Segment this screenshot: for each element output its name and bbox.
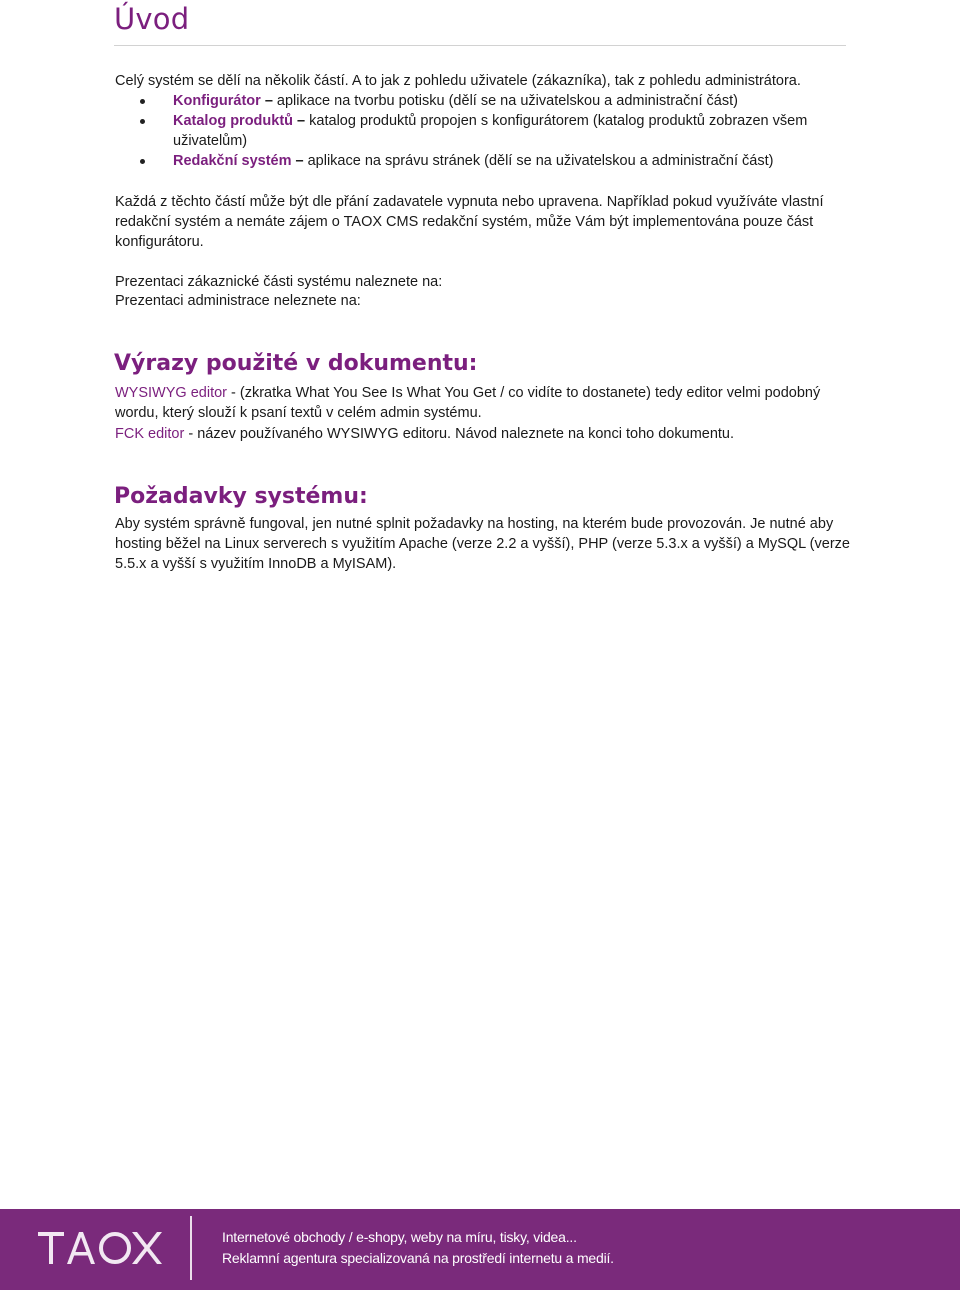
footer-divider bbox=[190, 1216, 192, 1280]
page-title: Úvod bbox=[114, 2, 190, 36]
term-name: WYSIWYG editor bbox=[115, 385, 227, 401]
footer-subtagline: Reklamní agentura specializovaná na prostředí internetu a medií. bbox=[222, 1250, 614, 1266]
bullet-icon bbox=[140, 99, 145, 104]
taox-logo bbox=[36, 1226, 162, 1270]
list-item bbox=[140, 111, 840, 151]
list-item-term: Katalog produktů bbox=[173, 113, 294, 129]
list-item-text: aplikace na správu stránek (dělí se na uživatelskou a administrační část) bbox=[307, 153, 774, 169]
term-description: - název používaného WYSIWYG editoru. Návod naleznete na konci toho dokumentu. bbox=[184, 426, 735, 442]
title-divider bbox=[114, 45, 846, 46]
list-item-term: Konfigurátor bbox=[173, 93, 261, 109]
requirements-section-title: Požadavky systému: bbox=[114, 484, 368, 509]
bullet-icon bbox=[140, 159, 145, 164]
list-item bbox=[140, 151, 840, 171]
list-item-text: katalog produktů propojen s konfigurátorem (katalog produktů zobrazen všem uživatelům) bbox=[173, 113, 808, 149]
list-item-dash: – bbox=[293, 113, 310, 129]
term-definition bbox=[115, 383, 850, 423]
list-item-text: aplikace na tvorbu potisku (dělí se na uživatelskou a administrační část) bbox=[276, 93, 738, 109]
presentation-customer-text: Prezentaci zákaznické části systému naleznete na: bbox=[115, 274, 443, 290]
intro-text: Celý systém se dělí na několik částí. A to jak z pohledu uživatele (zákazníka), tak z pohledu administrátora. bbox=[115, 73, 801, 89]
term-name: FCK editor bbox=[115, 426, 185, 442]
component-list bbox=[140, 91, 840, 171]
footer-tagline: Internetové obchody / e-shopy, weby na míru, tisky, videa... bbox=[222, 1229, 577, 1245]
presentation-admin-text: Prezentaci administrace neleznete na: bbox=[115, 293, 361, 309]
list-item-term: Redakční systém bbox=[173, 153, 292, 169]
list-item bbox=[140, 91, 840, 111]
term-definition bbox=[115, 424, 850, 444]
terms-section-title: Výrazy použité v dokumentu: bbox=[114, 351, 478, 376]
bullet-icon bbox=[140, 119, 145, 124]
term-description: - (zkratka What You See Is What You Get / co vidíte to dostanete) tedy editor velmi podobný wordu, který slouží k psaní textů v celém admin systému. bbox=[115, 385, 821, 421]
requirements-text: Aby systém správně fungoval, jen nutné splnit požadavky na hosting, na kterém bude provozován. Je nutné aby hosting běžel na Linux serverech s využitím Apache (verze 2.2 a vyšší), PHP (verze 5.3.x a vyšší) a MySQL (verze 5.5.x a vyšší s využitím InnoDB a MyISAM). bbox=[115, 516, 850, 572]
list-item-dash: – bbox=[291, 153, 308, 169]
body-paragraph: Každá z těchto částí může být dle přání zadavatele vypnuta nebo upravena. Například pokud využíváte vlastní redakční systém a nemáte zájem o TAOX CMS redakční systém, může Vám být implementována pouze část konfigurátoru. bbox=[115, 194, 824, 250]
list-item-dash: – bbox=[260, 93, 277, 109]
